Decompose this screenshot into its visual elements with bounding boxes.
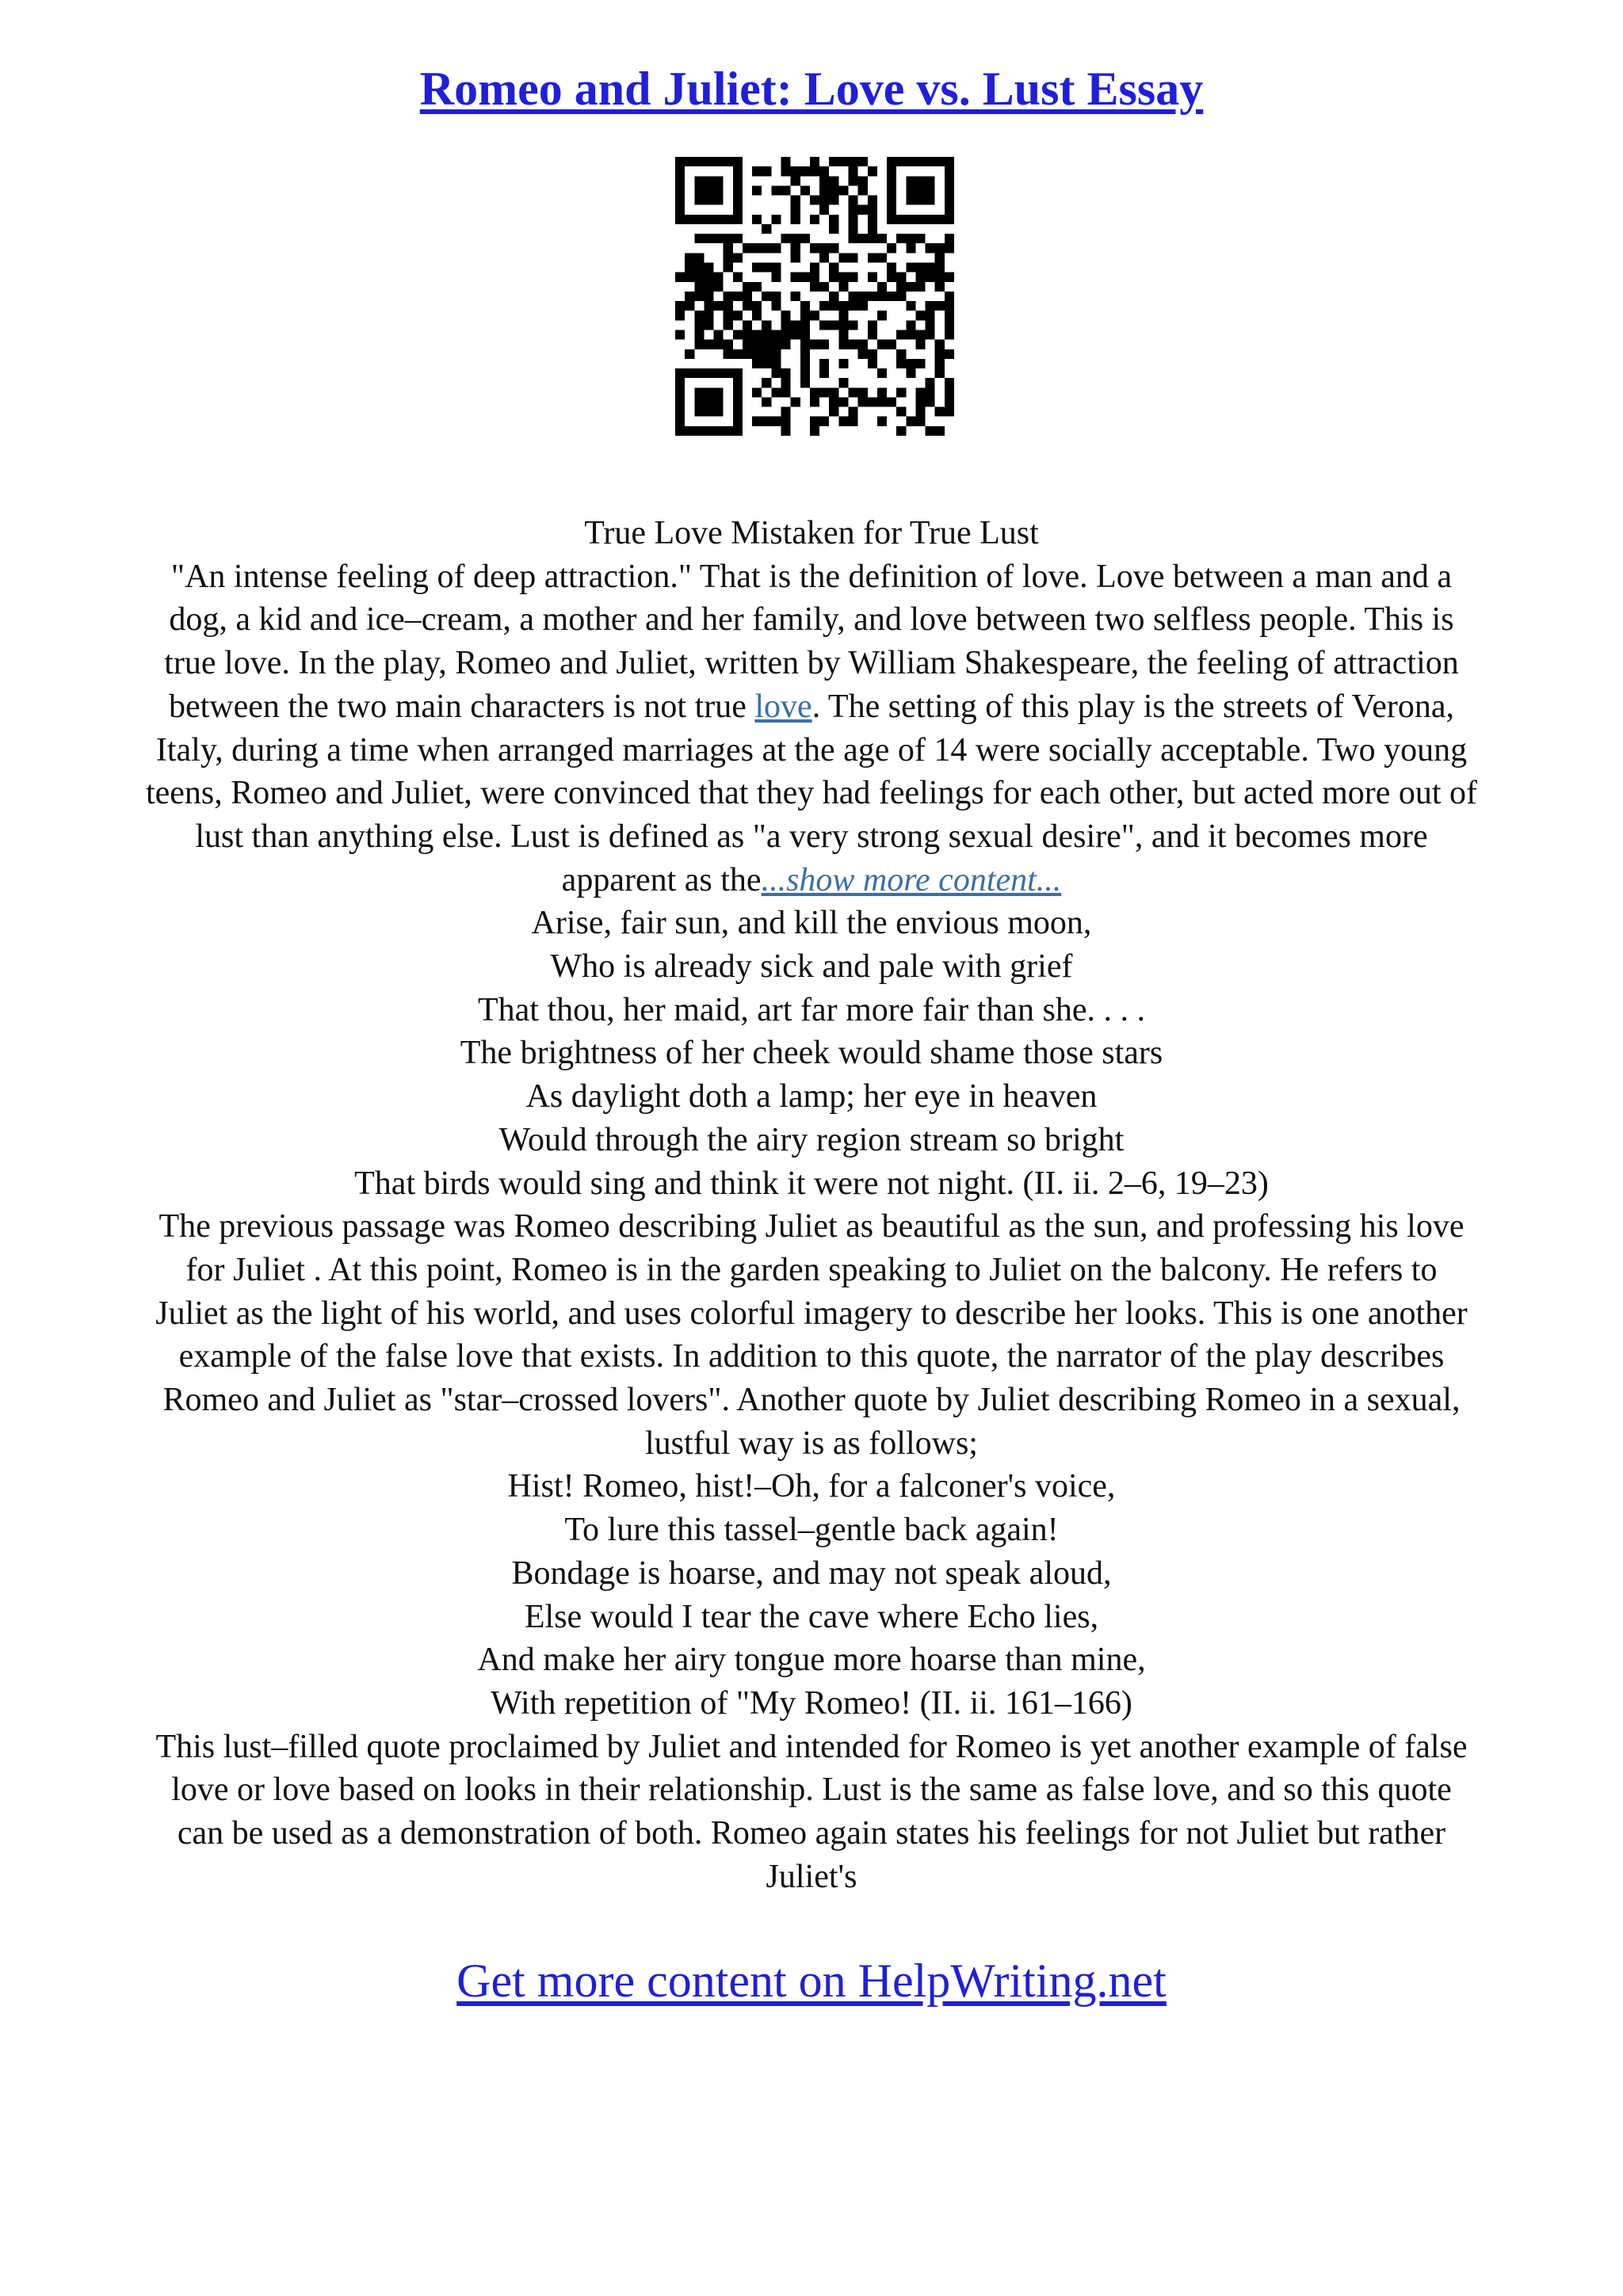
paragraph-line: teens, Romeo and Juliet, were convinced that they had feelings for each other, but acted more out of — [145, 775, 1478, 812]
paragraph-line: Italy, during a time when arranged marriages at the age of 14 were socially acceptable. Two young — [155, 731, 1468, 769]
paragraph-line: for Juliet . At this point, Romeo is in the garden speaking to Juliet on the balcony. He refers to — [185, 1251, 1438, 1288]
footer — [0, 1949, 1623, 2012]
quote-line: Bondage is hoarse, and may not speak aloud, — [511, 1554, 1112, 1592]
paragraph-text: apparent as the — [561, 861, 762, 898]
paragraph-text: . The setting of this play is the streets of Verona, — [812, 688, 1454, 725]
paragraph-line: Juliet as the light of his world, and uses colorful imagery to describe her looks. This is one another — [155, 1295, 1468, 1332]
paragraph-line: This lust–filled quote proclaimed by Juliet and intended for Romeo is yet another example of false — [155, 1728, 1468, 1765]
quote-line: Arise, fair sun, and kill the envious moon, — [531, 905, 1092, 942]
paragraph-line: Juliet's — [766, 1858, 857, 1895]
paragraph-text: between the two main characters is not true — [168, 688, 755, 725]
subtitle: True Love Mistaken for True Lust — [584, 515, 1039, 551]
paragraph-line — [40, 859, 1583, 902]
paragraph-line: dog, a kid and ice–cream, a mother and her family, and love between two selfless people. This is — [169, 601, 1454, 639]
quote-line: That birds would sing and think it were not night. (II. ii. 2–6, 19–23) — [354, 1165, 1269, 1202]
essay-title — [0, 57, 1623, 120]
quote-line: Hist! Romeo, hist!–Oh, for a falconer's voice, — [507, 1468, 1116, 1505]
quote-line: As daylight doth a lamp; her eye in heaven — [525, 1078, 1098, 1116]
quote-line: Would through the airy region stream so bright — [498, 1121, 1125, 1158]
show-more-link[interactable]: ...show more content... — [761, 861, 1062, 898]
quote-line: The brightness of her cheek would shame those stars — [460, 1035, 1163, 1072]
paragraph-line: true love. In the play, Romeo and Juliet, written by William Shakespeare, the feeling of attraction — [164, 645, 1459, 682]
paragraph-line: The previous passage was Romeo describing Juliet as beautiful as the sun, and professing his love — [158, 1208, 1465, 1245]
essay-title-link[interactable]: Romeo and Juliet: Love vs. Lust Essay — [419, 63, 1204, 115]
paragraph-line: "An intense feeling of deep attraction." That is the definition of love. Love between a man and a — [170, 558, 1453, 595]
quote-line: Who is already sick and pale with grief — [550, 948, 1073, 986]
qr-code-graphic — [675, 157, 954, 436]
quote-line: And make her airy tongue more hoarse than mine, — [477, 1642, 1146, 1679]
paragraph-line: Romeo and Juliet as "star–crossed lovers". Another quote by Juliet describing Romeo in a sexual, — [162, 1382, 1461, 1419]
quote-line: That thou, her maid, art far more fair than she. . . . — [477, 991, 1146, 1028]
qr-code — [675, 157, 954, 436]
paragraph-line: lustful way is as follows; — [645, 1425, 978, 1462]
quote-line: To lure this tassel–gentle back again! — [564, 1512, 1059, 1549]
quote-line: Else would I tear the cave where Echo lies, — [524, 1598, 1099, 1635]
paragraph-line: love or love based on looks in their relationship. Lust is the same as false love, and so this quote — [171, 1772, 1452, 1809]
paragraph-line: example of the false love that exists. In addition to this quote, the narrator of the play describes — [178, 1338, 1445, 1375]
footer-helpwriting-link[interactable]: Get more content on HelpWriting.net — [456, 1955, 1167, 2007]
paragraph-line: can be used as a demonstration of both. Romeo again states his feelings for not Juliet but rather — [177, 1815, 1446, 1852]
paragraph-line — [40, 685, 1583, 729]
essay-body — [40, 512, 1583, 1899]
love-link[interactable]: love — [754, 688, 812, 725]
paragraph-line: lust than anything else. Lust is defined as "a very strong sexual desire", and it becomes more — [195, 818, 1428, 855]
quote-line: With repetition of "My Romeo! (II. ii. 161–166) — [491, 1684, 1132, 1722]
